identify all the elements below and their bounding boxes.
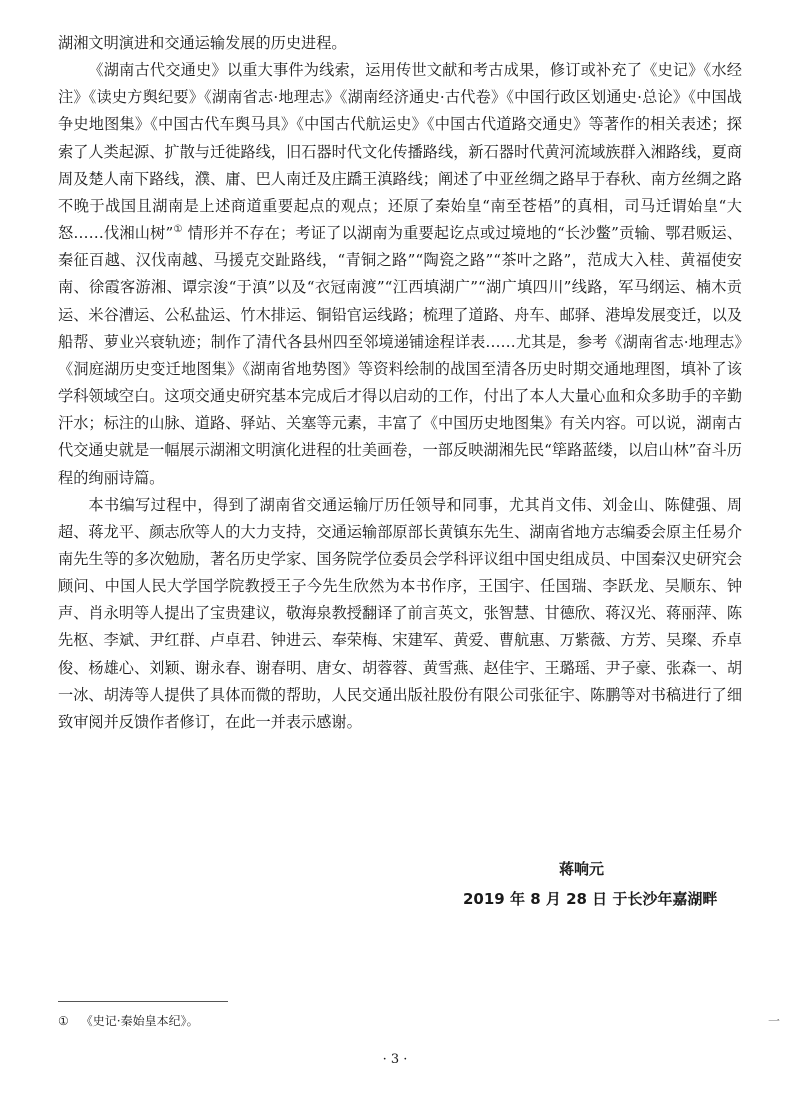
margin-mark: 一 — [768, 1014, 781, 1028]
author-name: 蒋响元 — [559, 860, 605, 878]
paragraph-2-text-b: 情形并不存在；考证了以湖南为重要起讫点或过境地的“长沙鳖”贡输、鄂君贩运、秦征百越、汉伐南越、马援克交趾路线，“青铜之路”“陶瓷之路”“茶叶之路”，范成大入桂、黄福使安南、徐霞客游湘、谭宗浚“于滇”以及“衣冠南渡”“江西填湖广”“湖广填四川”线路，军马纲运、楠木贡运、米谷漕运、公私盐运、竹木排运、铜铅官运线路；梳理了道路、舟车、邮驿、港埠发展变迁，以及船帮、萝业兴衰轨迹；制作了清代各县州四至邻境递铺途程详表……尤其是，参考《湖南省志·地理志》《洞庭湖历史变迁地图集》《湖南省地势图》等资料绘制的战国至清各历史时期交通地理图，填补了该学科领域空白。这项交通史研究基本完成后才得以启动的工作，付出了本人大量心血和众多助手的辛勤汗水；标注的山脉、道路、驿站、关塞等元素，丰富了《中国历史地图集》有关内容。可以说，湖南古代交通史就是一幅展示湖湘文明演化进程的壮美画卷，一部反映湖湘先民“筚路蓝缕，以启山林”奋斗历程的绚丽诗篇。 — [58, 224, 743, 487]
paragraph-2-text-a: 《湖南古代交通史》以重大事件为线索，运用传世文献和考古成果，修订或补充了《史记》《水经注》《读史方舆纪要》《湖南省志·地理志》《湖南经济通史·古代卷》《中国行政区划通史·总论》《中国战争史地图集》《中国古代车舆马具》《中国古代航运史》《中国古代道路交通史》等著作的相关表述；探索了人类起源、扩散与迁徙路线，旧石器时代文化传播路线，新石器时代黄河流域族群入湘路线，夏商周及楚人南下路线，濮、庸、巴人南迁及庄蹻王滇路线；阐述了中亚丝绸之路早于春秋、南方丝绸之路不晚于战国且湖南是上述商道重要起点的观点；还原了秦始皇“南至苍梧”的真相，司马迁谓始皇“大怒……伐湘山树” — [58, 61, 742, 243]
footnote-reference[interactable]: ① — [173, 224, 183, 236]
signature-date: 2019 年 8 月 28 日 于长沙年嘉湖畔 — [463, 890, 718, 908]
paragraph-2 — [58, 57, 742, 492]
footnote-text: 《史记·秦始皇本纪》。 — [80, 1014, 199, 1028]
footnote-mark: ① — [58, 1014, 69, 1028]
footnote — [58, 1012, 199, 1029]
page-number: · 3 · — [382, 1052, 408, 1067]
paragraph-3: 本书编写过程中，得到了湖南省交通运输厅历任领导和同事，尤其肖文伟、刘金山、陈健强、周超、蒋龙平、颜志欣等人的大力支持，交通运输部原部长黄镇东先生、湖南省地方志编委会原主任易介南先生等的多次勉励，著名历史学家、国务院学位委员会学科评议组中国史组成员、中国秦汉史研究会顾问、中国人民大学国学院教授王子今先生欣然为本书作序，王国宇、任国瑞、李跃龙、吴顺东、钟声、肖永明等人提出了宝贵建议，敬海泉教授翻译了前言英文，张智慧、甘德欣、蒋汉光、蒋丽萍、陈先枢、李斌、尹红群、卢卓君、钟进云、奉荣梅、宋建军、黄爱、曹航惠、万紫薇、方芳、吴璨、乔卓俊、杨雄心、刘颖、谢永春、谢春明、唐女、胡蓉蓉、黄雪燕、赵佳宇、王璐瑶、尹子豪、张森一、胡一冰、胡涛等人提供了具体而微的帮助，人民交通出版社股份有限公司张征宇、陈鹏等对书稿进行了细致审阅并反馈作者修订，在此一并表示感谢。 — [58, 495, 742, 731]
footnote-divider — [58, 1001, 228, 1002]
paragraph-1: 湖湘文明演进和交通运输发展的历史进程。 — [58, 34, 347, 52]
page-body — [58, 30, 743, 908]
signature-block — [58, 858, 742, 918]
